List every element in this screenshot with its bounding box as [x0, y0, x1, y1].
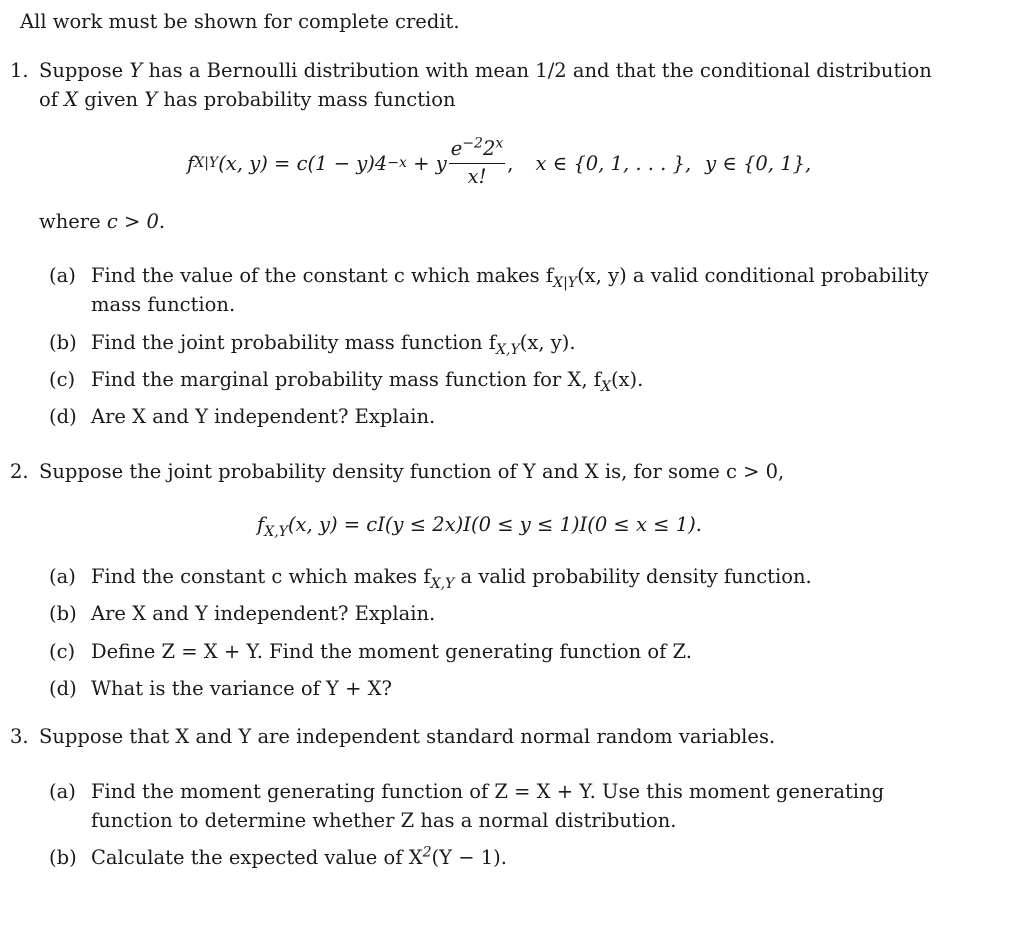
part-text: Find the constant c which makes $f_{X,Y}$ a valid probability density function.	[91, 565, 812, 592]
question-number: 2.	[10, 460, 29, 483]
conditional-pmf-equation: f X|Y (x, y) = c(1 − y)4 −x + y $\frac{e^{-2}2^x}{x!}$ , x ∈ {0, 1, . . . }, y ∈ {0, 1},	[187, 135, 812, 188]
part-text: Define Z = X + Y. Find the moment generating function of Z.	[91, 640, 692, 663]
part-text-line2: function to determine whether Z has a normal distribution.	[91, 809, 677, 832]
part-text: Find the joint probability mass function $f_{X,Y}(x$, y).	[91, 331, 576, 358]
part-label: (b)	[49, 846, 77, 869]
part-label: (c)	[49, 368, 76, 391]
part-label: (c)	[49, 640, 76, 663]
part-text: Find the marginal probability mass function for X, $f_X(x)$.	[91, 368, 644, 395]
question-number: 1.	[10, 59, 29, 82]
where-clause: where c > 0.	[39, 210, 166, 233]
question-text-line2: of X given Y has probability mass function	[39, 88, 456, 111]
part-text: Are X and Y independent? Explain.	[91, 602, 436, 625]
part-label: (d)	[49, 405, 77, 428]
question-number: 3.	[10, 725, 29, 748]
question-text: Suppose that X and Y are independent standard normal random variables.	[39, 725, 776, 748]
part-label: (d)	[49, 677, 77, 700]
question-text: Suppose Y has a Bernoulli distribution with mean 1/2 and that the conditional distribution	[39, 59, 932, 82]
part-label: (a)	[49, 264, 76, 287]
question-text: Suppose the joint probability density function of Y and X is, for some c > 0,	[39, 460, 785, 483]
part-text: Find the moment generating function of Z = X + Y. Use this moment generating	[91, 780, 885, 803]
part-label: (b)	[49, 331, 77, 354]
part-text: Calculate the expected value of $X^2(Y - 1)$.	[91, 844, 507, 869]
instructions: All work must be shown for complete credit.	[20, 10, 460, 33]
part-text-line2: mass function.	[91, 293, 236, 316]
part-text: Find the value of the constant c which makes $f_{X|Y}(x$, y) a valid conditional probability	[91, 264, 929, 291]
part-label: (b)	[49, 602, 77, 625]
part-text: Are X and Y independent? Explain.	[91, 405, 436, 428]
part-label: (a)	[49, 565, 76, 588]
joint-pdf-equation: $f_{X,Y}(x$, y) = cI(y ≤ 2x)I(0 ≤ y ≤ 1)I(0 ≤ x ≤ 1).	[257, 513, 702, 540]
part-label: (a)	[49, 780, 76, 803]
part-text: What is the variance of Y + X?	[91, 677, 392, 700]
fraction: $\frac{e^{-2}2^x}{x!}$	[450, 135, 504, 188]
